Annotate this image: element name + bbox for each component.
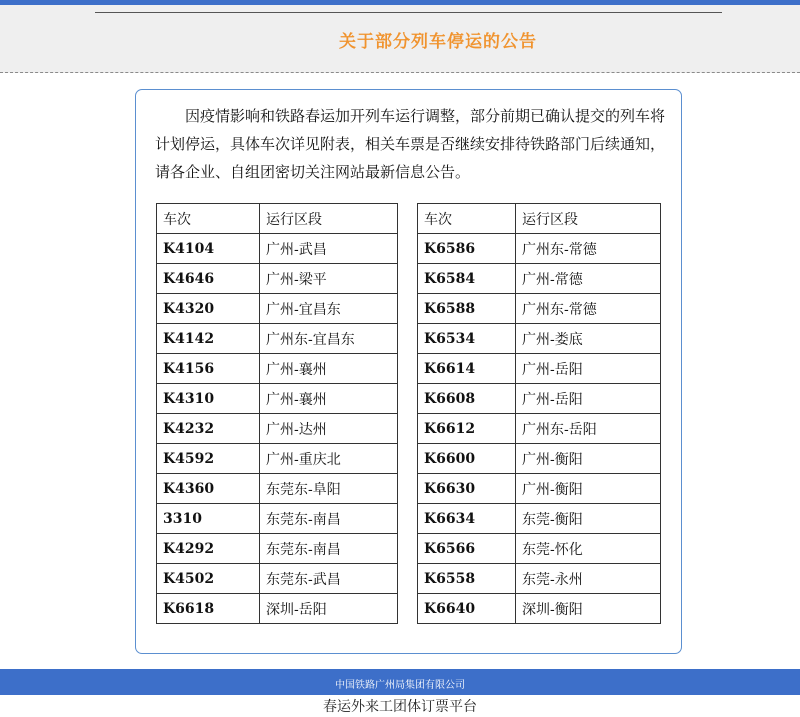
train-number: K4320 [157, 294, 260, 324]
table-row [157, 414, 661, 444]
column-gap [398, 594, 418, 624]
column-gap [398, 264, 418, 294]
train-number: K4592 [157, 444, 260, 474]
train-number: K6618 [157, 594, 260, 624]
route-segment: 广州-梁平 [260, 264, 398, 294]
table-row [157, 444, 661, 474]
header-route-right: 运行区段 [516, 204, 661, 234]
route-segment: 广州东-常德 [516, 294, 661, 324]
route-segment: 广州-达州 [260, 414, 398, 444]
train-number: K6608 [418, 384, 516, 414]
table-row [157, 354, 661, 384]
train-number: K4142 [157, 324, 260, 354]
route-segment: 东莞东-武昌 [260, 564, 398, 594]
route-segment: 广州-襄州 [260, 354, 398, 384]
table-row [157, 264, 661, 294]
route-segment: 深圳-岳阳 [260, 594, 398, 624]
table-row [157, 474, 661, 504]
train-number: K6600 [418, 444, 516, 474]
header-divider [95, 12, 722, 13]
train-number: K6534 [418, 324, 516, 354]
notice-content [155, 102, 665, 186]
table-row [157, 324, 661, 354]
table-body [157, 234, 661, 624]
train-number: K6640 [418, 594, 516, 624]
train-number: K6566 [418, 534, 516, 564]
route-segment: 广州-宜昌东 [260, 294, 398, 324]
table-row [157, 504, 661, 534]
column-gap [398, 324, 418, 354]
train-number: 3310 [157, 504, 260, 534]
table-row [157, 294, 661, 324]
header-train-no-left: 车次 [157, 204, 260, 234]
train-number: K4232 [157, 414, 260, 444]
route-segment: 深圳-衡阳 [516, 594, 661, 624]
route-segment: 东莞-永州 [516, 564, 661, 594]
column-gap [398, 564, 418, 594]
notice-paragraph: 因疫情影响和铁路春运加开列车运行调整，部分前期已确认提交的列车将计划停运，具体车次详见附表，相关车票是否继续安排待铁路部门后续通知，请各企业、自组团密切关注网站最新信息公告。 [155, 107, 666, 181]
route-segment: 广州-岳阳 [516, 384, 661, 414]
route-segment: 广州-衡阳 [516, 444, 661, 474]
route-segment: 东莞-怀化 [516, 534, 661, 564]
column-gap [398, 354, 418, 384]
route-segment: 广州-常德 [516, 264, 661, 294]
route-segment: 广州-娄底 [516, 324, 661, 354]
route-segment: 广州-岳阳 [516, 354, 661, 384]
train-number: K4104 [157, 234, 260, 264]
route-segment: 东莞东-阜阳 [260, 474, 398, 504]
train-number: K4156 [157, 354, 260, 384]
table-row [157, 384, 661, 414]
train-number: K6614 [418, 354, 516, 384]
train-number: K6630 [418, 474, 516, 504]
train-number: K6558 [418, 564, 516, 594]
route-segment: 东莞东-南昌 [260, 504, 398, 534]
footer-company: 中国铁路广州局集团有限公司 [0, 677, 800, 695]
route-segment: 广州-襄州 [260, 384, 398, 414]
table-row [157, 534, 661, 564]
train-number: K4646 [157, 264, 260, 294]
train-number: K4360 [157, 474, 260, 504]
footer-platform-name: 春运外来工团体订票平台 [323, 699, 477, 715]
train-number: K6634 [418, 504, 516, 534]
route-segment: 广州-武昌 [260, 234, 398, 264]
train-number: K6612 [418, 414, 516, 444]
table-row [157, 564, 661, 594]
column-gap [398, 534, 418, 564]
column-gap [398, 384, 418, 414]
table-row [157, 594, 661, 624]
header-train-no-right: 车次 [418, 204, 516, 234]
column-gap [398, 414, 418, 444]
route-segment: 广州-衡阳 [516, 474, 661, 504]
train-number: K4292 [157, 534, 260, 564]
route-segment: 广州-重庆北 [260, 444, 398, 474]
train-number: K4502 [157, 564, 260, 594]
route-segment: 广州东-宜昌东 [260, 324, 398, 354]
train-number: K4310 [157, 384, 260, 414]
route-segment: 东莞东-南昌 [260, 534, 398, 564]
train-number: K6588 [418, 294, 516, 324]
notice-title: 关于部分列车停运的公告 [339, 32, 537, 52]
suspended-trains-table [156, 203, 661, 624]
train-number: K6586 [418, 234, 516, 264]
column-gap [398, 444, 418, 474]
column-gap [398, 204, 418, 234]
route-segment: 东莞-衡阳 [516, 504, 661, 534]
footer-accent-bar [0, 669, 800, 677]
column-gap [398, 234, 418, 264]
column-gap [398, 504, 418, 534]
route-segment: 广州东-常德 [516, 234, 661, 264]
route-segment: 广州东-岳阳 [516, 414, 661, 444]
column-gap [398, 294, 418, 324]
header-route-left: 运行区段 [260, 204, 398, 234]
table-header-row [157, 204, 661, 234]
column-gap [398, 474, 418, 504]
train-number: K6584 [418, 264, 516, 294]
table-row [157, 234, 661, 264]
